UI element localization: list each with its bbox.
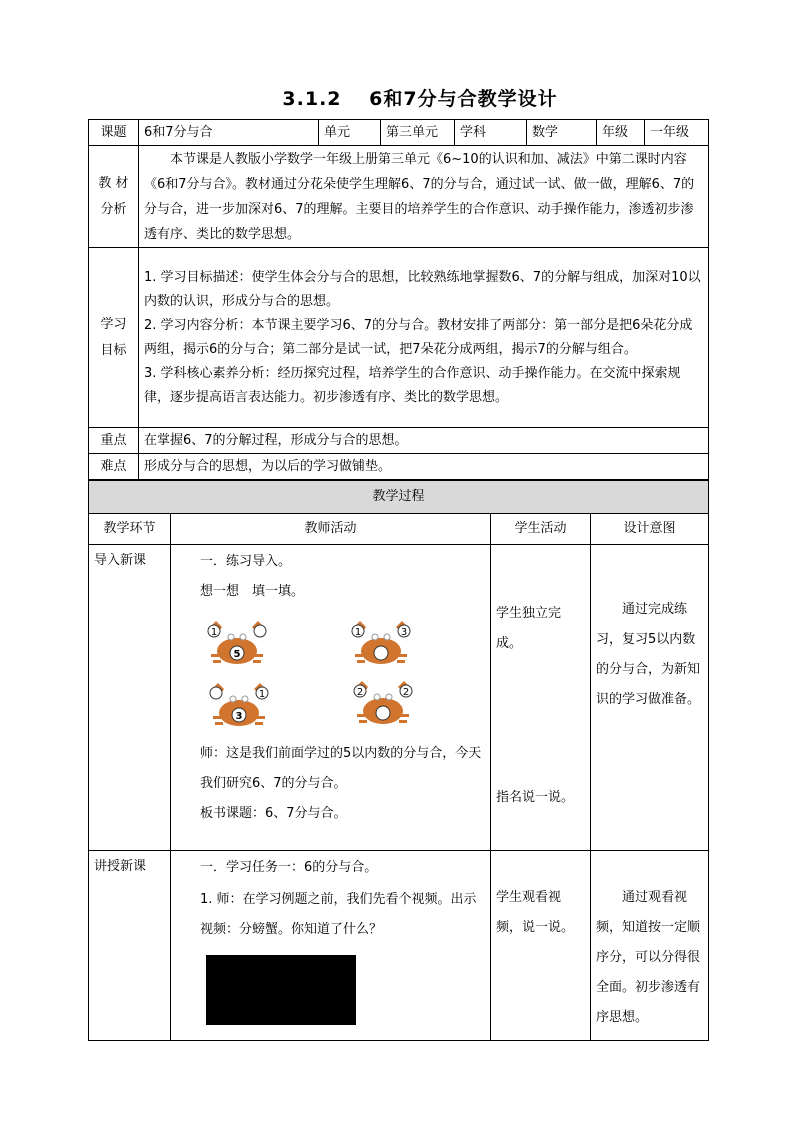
- header-student: 学生活动: [491, 514, 591, 545]
- subject-label: 学科: [455, 120, 527, 146]
- goals-list: [139, 248, 709, 428]
- unit-value: 第三单元: [381, 120, 455, 146]
- crab-4-right: 2: [402, 687, 410, 698]
- crab-3: [204, 681, 274, 733]
- key-point-label: 重点: [89, 428, 139, 454]
- teach-student-cell: [491, 851, 591, 1041]
- teach-step-2: 1. 师：在学习例题之前，我们先看个视频。出示视频：分螃蟹。你知道了什么？: [200, 892, 477, 937]
- teach-student: 学生观看视频，说一说。: [496, 890, 575, 935]
- header-stage: 教学环节: [89, 514, 171, 545]
- crab-1-left: 1: [210, 627, 218, 638]
- goals-label: 学习 目标: [89, 248, 139, 428]
- goal-item: 2. 学习内容分析：本节课主要学习6、7的分与合。教材安排了两部分：第一部分是把6朵花分成两组，揭示6的分与合；第二部分是试一试，把7朵花分成两组，揭示7的分解与组合。: [144, 317, 693, 357]
- subject-value: 数学: [527, 120, 597, 146]
- grade-label: 年级: [597, 120, 645, 146]
- crab-4-left: 2: [356, 687, 364, 698]
- teach-stage: 讲授新课: [89, 851, 171, 1041]
- crab-4: [348, 679, 418, 731]
- crab-2-right: 3: [400, 627, 408, 638]
- teach-intent-cell: [591, 851, 709, 1041]
- process-table: [88, 480, 709, 1041]
- analysis-text: 本节课是人教版小学数学一年级上册第三单元《6~10的认识和加、减法》中第二课时内容《6和7分与合》。教材通过分花朵使学生理解6、7的分与合，通过试一试、做一做，理解6、7的分与合，进一步加深对6、7的理解。主要目的培养学生的合作意识、动手操作能力，渗透初步渗透有序、类比的数学思想。: [144, 151, 695, 242]
- intro-stage: 导入新课: [89, 545, 171, 851]
- header-intent: 设计意图: [591, 514, 709, 545]
- course-label: 课题: [89, 120, 139, 146]
- intro-intent-cell: [591, 545, 709, 851]
- difficulty-text: 形成分与合的思想，为以后的学习做铺垫。: [139, 454, 709, 480]
- crab-exercise: [176, 613, 485, 735]
- teach-step-1: 一．学习任务一：6的分与合。: [200, 860, 378, 875]
- intro-student-2: 指名说一说。: [496, 790, 575, 805]
- goal-item: 1. 学习目标描述：使学生体会分与合的思想，比较熟练地掌握数6、7的分解与组成，加深对10以内数的认识，形成分与合的思想。: [144, 269, 701, 309]
- intro-step-1: 一．练习导入。: [200, 554, 292, 569]
- grade-value: 一年级: [645, 120, 709, 146]
- process-band-title: 教学过程: [89, 481, 709, 514]
- crab-1: [202, 619, 272, 671]
- teach-intent: 通过观看视频，知道按一定顺序分，可以分得很全面。初步渗透有序思想。: [596, 890, 701, 1025]
- document-title: 3.1.2 6和7分与合教学设计: [282, 88, 558, 110]
- intro-step-2: 想一想 填一填。: [200, 584, 305, 599]
- teach-teacher-cell: [171, 851, 491, 1041]
- intro-step-3: 师：这是我们前面学过的5以内数的分与合，今天我们研究6、7的分与合。: [200, 746, 482, 791]
- analysis-label: 教 材 分析: [89, 146, 139, 248]
- intro-step-4: 板书课题：6、7分与合。: [200, 806, 347, 821]
- key-point-text: 在掌握6、7的分解过程，形成分与合的思想。: [139, 428, 709, 454]
- video-thumbnail[interactable]: [206, 955, 356, 1025]
- intro-student-1: 学生独立完成。: [496, 606, 562, 651]
- header-teacher: 教师活动: [171, 514, 491, 545]
- crab-2: [346, 619, 416, 671]
- crab-1-body: 5: [233, 649, 241, 660]
- crab-2-left: 1: [354, 627, 362, 638]
- unit-label: 单元: [319, 120, 381, 146]
- intro-intent: 通过完成练习，复习5以内数的分与合，为新知识的学习做准备。: [596, 602, 701, 707]
- difficulty-label: 难点: [89, 454, 139, 480]
- crab-3-body: 3: [235, 711, 243, 722]
- crab-3-right: 1: [258, 689, 266, 700]
- intro-teacher-cell: [171, 545, 491, 851]
- course-value: 6和7分与合: [139, 120, 319, 146]
- info-table: [88, 119, 709, 480]
- goal-item: 3. 学科核心素养分析：经历探究过程，培养学生的合作意识、动手操作能力。在交流中探索规律，逐步提高语言表达能力。初步渗透有序、类比的数学思想。: [144, 365, 681, 405]
- intro-student-cell: [491, 545, 591, 851]
